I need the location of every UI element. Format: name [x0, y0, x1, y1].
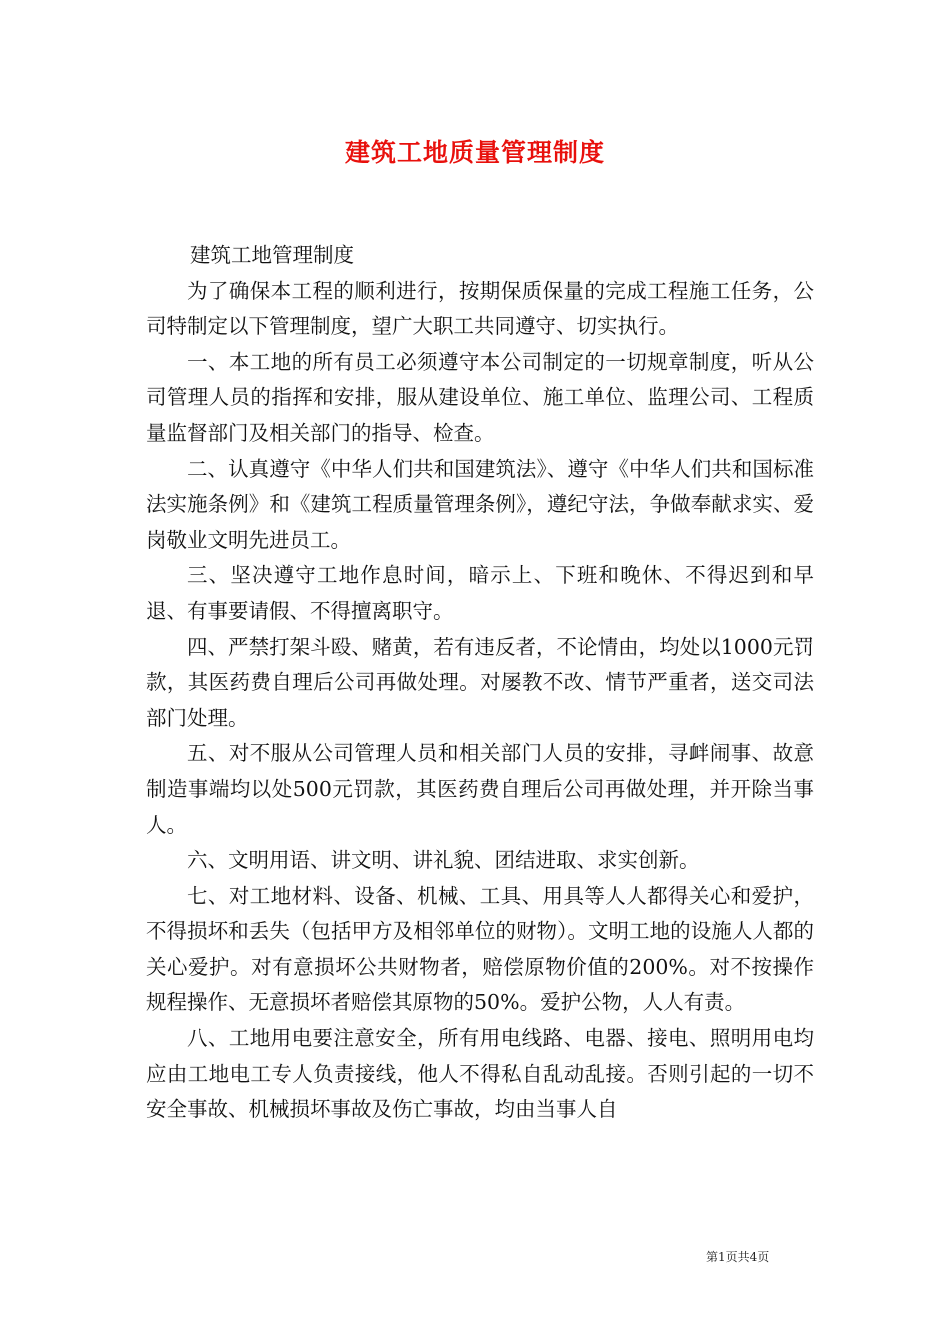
- paragraph-4: 四、严禁打架斗殴、赌黄，若有违反者，不论情由，均处以1000元罚款，其医药费自理后公司再做处理。对屡教不改、情节严重者，送交司法部门处理。: [146, 634, 814, 730]
- paragraph-6: 六、文明用语、讲文明、讲礼貌、团结进取、求实创新。: [187, 848, 700, 873]
- paragraph-5: 五、对不服从公司管理人员和相关部门人员的安排，寻衅闹事、故意制造事端均以处500元罚款，其医药费自理后公司再做处理，并开除当事人。: [146, 741, 814, 837]
- paragraph-3: 三、坚决遵守工地作息时间，暗示上、下班和晚休、不得迟到和早退、有事要请假、不得擅离职守。: [146, 563, 814, 623]
- document-body: [146, 238, 814, 1128]
- paragraph-7: 七、对工地材料、设备、机械、工具、用具等人人都得关心和爱护，不得损坏和丢失（包括甲方及相邻单位的财物）。文明工地的设施人人都的关心爱护。对有意损坏公共财物者，赔偿原物价值的200%。对不按操作规程操作、无意损坏者赔偿其原物的50%。爱护公物，人人有责。: [146, 883, 814, 1015]
- subtitle: 建筑工地管理制度: [190, 243, 354, 267]
- paragraph-1: 一、本工地的所有员工必须遵守本公司制定的一切规章制度，听从公司管理人员的指挥和安排，服从建设单位、施工单位、监理公司、工程质量监督部门及相关部门的指导、检查。: [146, 349, 814, 445]
- paragraph-2: 二、认真遵守《中华人们共和国建筑法》、遵守《中华人们共和国标准法实施条例》和《建筑工程质量管理条例》，遵纪守法，争做奉献求实、爱岗敬业文明先进员工。: [146, 456, 814, 552]
- paragraph-intro: 为了确保本工程的顺利进行，按期保质保量的完成工程施工任务，公司特制定以下管理制度，望广大职工共同遵守、切实执行。: [146, 278, 814, 339]
- paragraph-8: 八、工地用电要注意安全，所有用电线路、电器、接电、照明用电均应由工地电工专人负责接线，他人不得私自乱动乱接。否则引起的一切不安全事故、机械损坏事故及伤亡事故，均由当事人自: [146, 1026, 814, 1122]
- page-number: 第1页共4页: [706, 1250, 770, 1264]
- document-title: 建筑工地质量管理制度: [344, 138, 605, 167]
